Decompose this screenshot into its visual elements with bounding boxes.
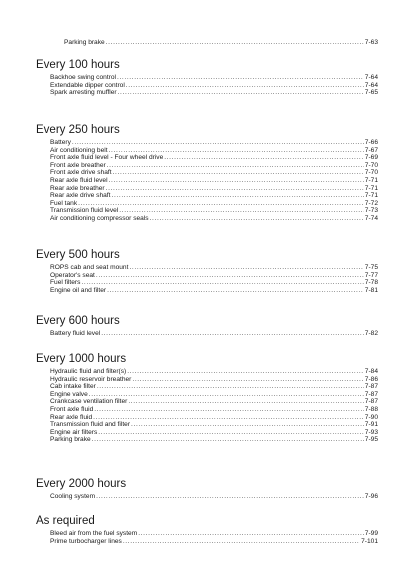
toc-entry[interactable]	[50, 287, 378, 295]
toc-entry[interactable]	[50, 383, 378, 391]
toc-entry[interactable]	[50, 139, 378, 147]
toc-entry[interactable]	[50, 330, 378, 338]
dot-leader	[107, 287, 364, 295]
entry-title: Bleed air from the fuel system	[50, 530, 138, 537]
entry-title: Prime turbocharger lines	[50, 537, 122, 545]
entry-title: Rear axle fluid	[50, 413, 93, 421]
entry-title: Rear axle breather	[50, 184, 105, 192]
entry-title: ROPS cab and seat mount	[50, 264, 129, 271]
entry-page: 7-77	[364, 271, 378, 279]
entry-page: 7-67	[364, 146, 378, 154]
toc-section	[36, 248, 378, 294]
entry-title: Rear axle drive shaft	[50, 192, 111, 200]
section-heading: Every 100 hours	[36, 59, 120, 71]
entry-title: Cooling system	[50, 493, 96, 500]
toc-entry[interactable]	[50, 74, 378, 82]
entry-page: 7-101	[361, 537, 378, 545]
toc-entry[interactable]	[50, 391, 378, 399]
entry-title: Extendable dipper control	[50, 81, 125, 89]
toc-entry[interactable]	[50, 200, 378, 208]
entry-page: 7-64	[364, 74, 378, 81]
entry-page: 7-96	[364, 493, 378, 500]
entry-title: Transmission fluid and filter	[50, 421, 131, 429]
entry-page: 7-78	[364, 279, 378, 287]
toc-entry[interactable]	[50, 493, 378, 501]
dot-leader	[129, 264, 363, 272]
section-entries	[50, 330, 378, 338]
dot-leader	[109, 177, 364, 185]
toc-entry[interactable]	[50, 414, 378, 422]
toc-section	[36, 477, 378, 501]
dot-leader	[113, 169, 364, 177]
dot-leader	[81, 279, 363, 287]
entry-page: 7-75	[364, 264, 378, 271]
section-heading: Every 2000 hours	[36, 478, 127, 490]
dot-leader	[96, 272, 364, 280]
entry-page: 7-86	[364, 375, 378, 383]
toc-section	[36, 58, 378, 97]
entry-page: 7-70	[364, 161, 378, 169]
toc-entry[interactable]	[50, 89, 378, 97]
entry-title: Hydraulic reservoir breather	[50, 375, 132, 383]
entry-title: Front axle fluid level - Four wheel drive	[50, 154, 164, 162]
entry-page: 7-71	[364, 184, 378, 192]
entry-title: Operator's seat	[50, 271, 95, 279]
entry-page: 7-73	[364, 207, 378, 215]
dot-leader	[127, 368, 364, 376]
dot-leader	[101, 330, 364, 338]
toc-entry[interactable]	[50, 398, 378, 406]
dot-leader	[150, 215, 364, 223]
dot-leader	[126, 82, 364, 90]
toc-entry[interactable]	[50, 192, 378, 200]
dot-leader	[111, 192, 363, 200]
entry-title: Battery	[50, 139, 71, 146]
entry-page: 7-95	[364, 436, 378, 444]
entry-title: Battery fluid level	[50, 330, 101, 337]
dot-leader	[123, 538, 360, 546]
toc-entry[interactable]	[50, 429, 378, 437]
entry-page: 7-87	[364, 390, 378, 398]
section-heading: As required	[36, 515, 95, 527]
entry-page: 7-74	[364, 214, 378, 222]
entry-page: 7-90	[364, 413, 378, 421]
dot-leader	[92, 436, 364, 444]
dot-leader	[107, 162, 364, 170]
dot-leader	[131, 421, 364, 429]
entry-title: Front axle drive shaft	[50, 169, 112, 177]
toc-entry[interactable]	[50, 436, 378, 444]
entry-page: 7-63	[364, 39, 378, 46]
entry-title: Cab intake filter	[50, 383, 96, 391]
toc-section	[36, 514, 378, 545]
entry-title: Hydraulic fluid and filter(s)	[50, 368, 127, 375]
section-heading: Every 600 hours	[36, 315, 120, 327]
entry-title: Parking brake	[50, 436, 91, 444]
dot-leader	[109, 147, 364, 155]
dot-leader	[138, 530, 364, 538]
entry-title: Backhoe swing control	[50, 74, 116, 81]
toc-entry[interactable]	[50, 406, 378, 414]
entry-title: Front axle breather	[50, 161, 106, 169]
toc-entry[interactable]	[50, 376, 378, 384]
entry-page: 7-71	[364, 192, 378, 200]
toc-entry[interactable]	[50, 215, 378, 223]
intro-entries	[64, 39, 378, 47]
section-entries	[50, 74, 378, 97]
dot-leader	[164, 154, 364, 162]
entry-title: Transmission fluid level	[50, 207, 119, 215]
dot-leader	[98, 429, 364, 437]
entry-title: Engine air filters	[50, 428, 98, 436]
dot-leader	[106, 39, 364, 47]
dot-leader	[118, 89, 364, 97]
entry-page: 7-81	[364, 286, 378, 294]
section-entries	[50, 530, 378, 545]
entry-title: Rear axle fluid level	[50, 176, 108, 184]
toc-entry[interactable]	[50, 264, 378, 272]
toc-entry[interactable]	[50, 82, 378, 90]
entry-page: 7-93	[364, 428, 378, 436]
entry-title: Crankcase ventilation filter	[50, 398, 128, 406]
toc-entry[interactable]	[50, 177, 378, 185]
toc-entry[interactable]	[50, 162, 378, 170]
dot-leader	[78, 200, 364, 208]
toc-section	[36, 123, 378, 223]
toc-entry[interactable]	[50, 154, 378, 162]
toc-entry[interactable]	[50, 538, 378, 546]
entry-page: 7-88	[364, 405, 378, 413]
entry-page: 7-70	[364, 169, 378, 177]
dot-leader	[117, 74, 364, 82]
toc-entry[interactable]	[50, 421, 378, 429]
entry-page: 7-87	[364, 398, 378, 406]
entry-page: 7-71	[364, 176, 378, 184]
dot-leader	[72, 139, 364, 147]
dot-leader	[132, 376, 363, 384]
dot-leader	[119, 207, 364, 215]
toc-entry[interactable]	[50, 272, 378, 280]
section-entries	[50, 368, 378, 444]
toc-entry[interactable]	[50, 530, 378, 538]
dot-leader	[96, 493, 364, 501]
toc-entry[interactable]	[50, 207, 378, 215]
toc-entry[interactable]	[50, 185, 378, 193]
entry-page: 7-87	[364, 383, 378, 391]
entry-title: Fuel tank	[50, 199, 78, 207]
section-heading: Every 1000 hours	[36, 353, 127, 365]
entry-title: Spark arresting muffler	[50, 89, 117, 97]
toc-entry[interactable]	[50, 368, 378, 376]
entry-page: 7-99	[364, 530, 378, 537]
section-heading: Every 500 hours	[36, 249, 120, 261]
section-entries	[50, 139, 378, 223]
toc-section	[36, 314, 378, 338]
toc-entry[interactable]	[50, 169, 378, 177]
entry-title: Engine valve	[50, 390, 88, 398]
entry-page: 7-64	[364, 81, 378, 89]
entry-title: Air conditioning belt	[50, 146, 108, 154]
dot-leader	[106, 185, 364, 193]
section-heading: Every 250 hours	[36, 124, 120, 136]
section-entries	[50, 493, 378, 501]
entry-page: 7-66	[364, 139, 378, 146]
entry-page: 7-69	[364, 154, 378, 162]
entry-page: 7-72	[364, 199, 378, 207]
entry-page: 7-91	[364, 421, 378, 429]
section-entries	[50, 264, 378, 294]
entry-title: Engine oil and filter	[50, 286, 107, 294]
entry-page: 7-65	[364, 89, 378, 97]
entry-page: 7-84	[364, 368, 378, 375]
toc-entry[interactable]	[50, 279, 378, 287]
entry-title: Front axle fluid	[50, 405, 94, 413]
toc-entry[interactable]	[50, 147, 378, 155]
entry-title: Fuel filters	[50, 279, 81, 287]
toc-section	[36, 352, 378, 444]
dot-leader	[93, 414, 364, 422]
entry-title: Parking brake	[64, 39, 105, 46]
dot-leader	[94, 406, 364, 414]
toc-entry[interactable]	[64, 39, 378, 47]
entry-title: Air conditioning compressor seals	[50, 214, 149, 222]
dot-leader	[97, 383, 364, 391]
dot-leader	[128, 398, 363, 406]
entry-page: 7-82	[364, 330, 378, 337]
dot-leader	[89, 391, 364, 399]
